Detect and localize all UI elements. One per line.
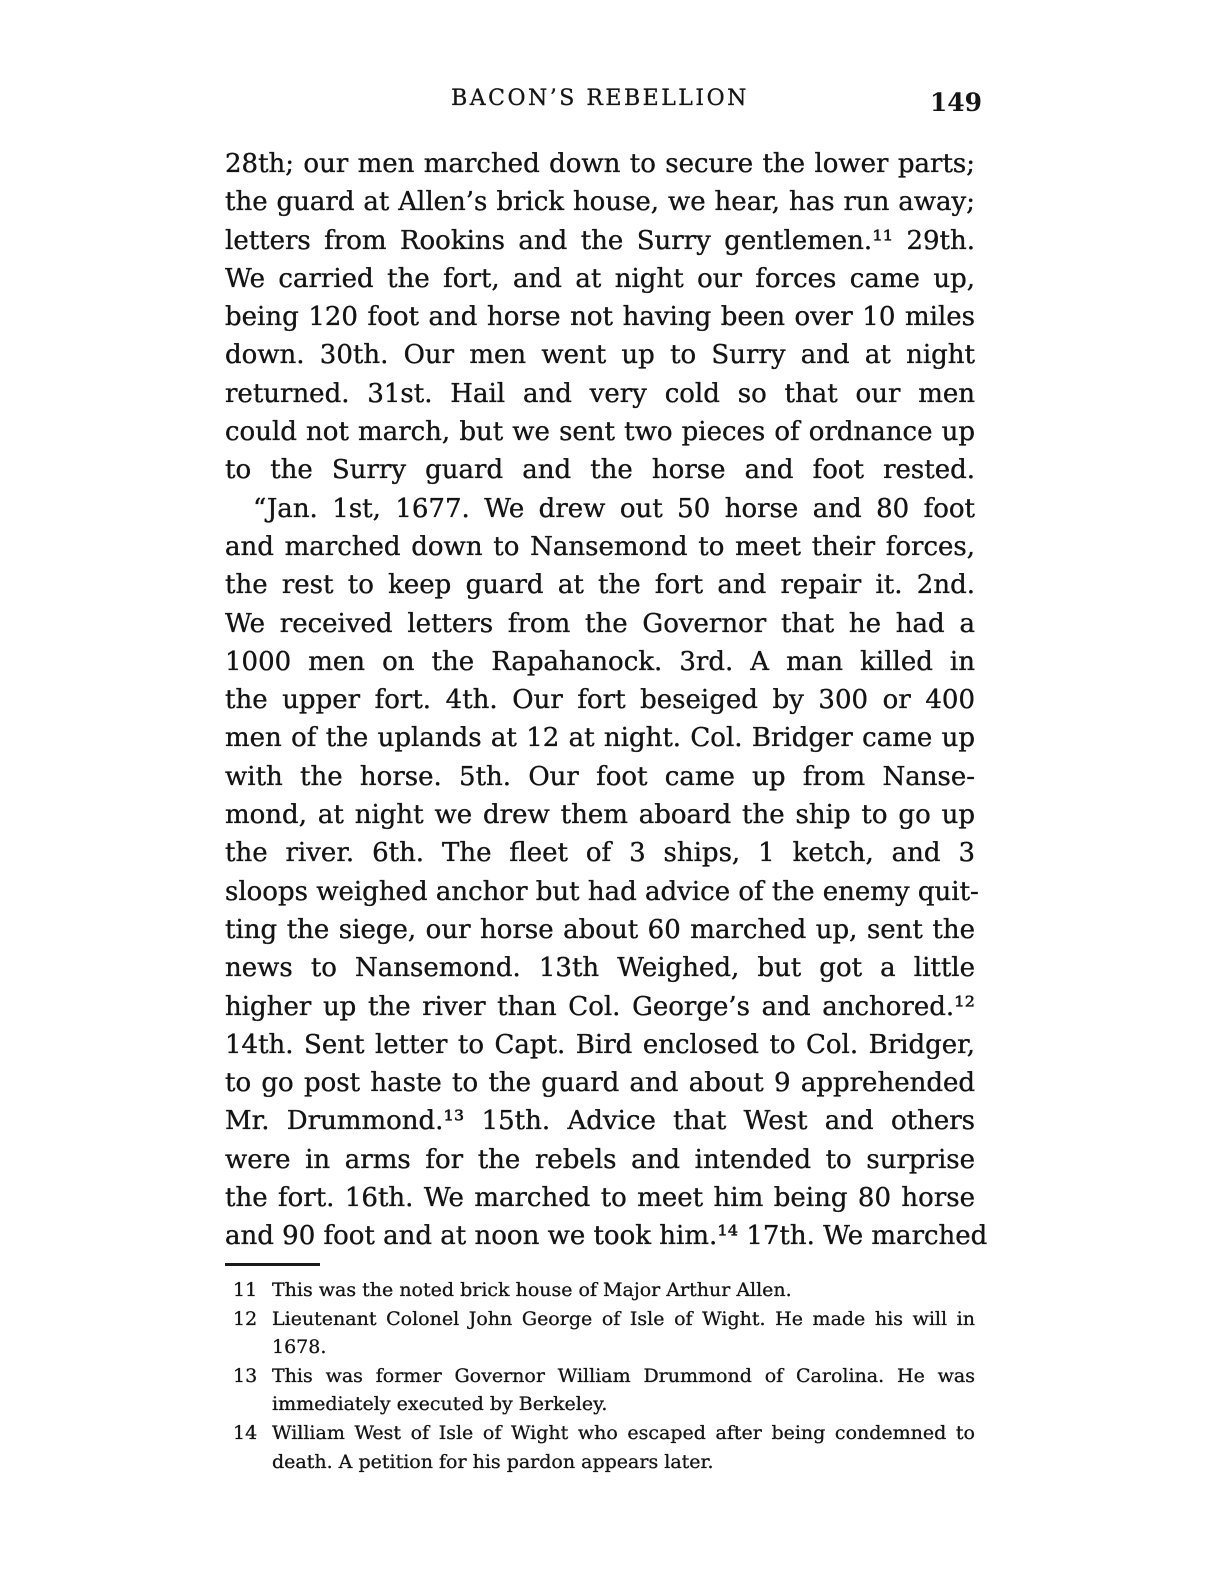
footnote-number: 13 <box>233 1364 258 1387</box>
body-line-paragraph-start: “Jan. 1st, 1677. We drew out 50 horse and 80 foot <box>253 493 975 524</box>
footnote-number: 11 <box>233 1279 258 1301</box>
footnote-text <box>272 1419 975 1476</box>
page-header-title: BACON’S REBELLION <box>451 86 749 111</box>
body-line: to the Surry guard and the horse and foot rested. <box>225 455 975 486</box>
body-line: the upper fort. 4th. Our fort beseiged by 300 or 400 <box>225 685 975 716</box>
body-line: were in arms for the rebels and intended to surprise <box>225 1144 975 1175</box>
footnote-row <box>225 1305 975 1362</box>
body-line: We received letters from the Governor that he had a <box>225 608 975 639</box>
body-line: letters from Rookins and the Surry gentlemen.¹¹ 29th. <box>225 225 975 256</box>
footnote-row <box>225 1419 975 1476</box>
footnote-line: This was the noted brick house of Major Arthur Allen. <box>272 1279 792 1301</box>
footnote-number: 14 <box>233 1421 258 1444</box>
body-line: news to Nansemond. 13th Weighed, but got a little <box>225 953 975 984</box>
footnote-number: 12 <box>233 1307 258 1330</box>
body-line: down. 30th. Our men went up to Surry and at night <box>225 340 975 371</box>
body-line: higher up the river than Col. George’s and anchored.¹² <box>225 991 975 1022</box>
footnote-text <box>272 1305 975 1362</box>
body-line: mond, at night we drew them aboard the ship to go up <box>225 800 975 831</box>
body-line: the river. 6th. The fleet of 3 ships, 1 ketch, and 3 <box>225 838 975 869</box>
body-text <box>225 145 988 1256</box>
body-line: We carried the fort, and at night our forces came up, <box>225 263 975 294</box>
footnote-line: William West of Isle of Wight who escaped after being condemned to <box>272 1421 975 1444</box>
body-line: being 120 foot and horse not having been over 10 miles <box>225 302 975 333</box>
body-line: Mr. Drummond.¹³ 15th. Advice that West and others <box>225 1106 975 1137</box>
body-line: 1000 men on the Rapahanock. 3rd. A man killed in <box>225 646 975 677</box>
body-line: the guard at Allen’s brick house, we hear, has run away; <box>225 187 975 218</box>
body-line: the rest to keep guard at the fort and repair it. 2nd. <box>225 570 975 601</box>
footnote-line: 1678. <box>272 1336 327 1359</box>
footnote-separator <box>225 1263 320 1266</box>
footnote-text <box>272 1362 975 1419</box>
footnote-text <box>272 1276 975 1305</box>
footnote-line: immediately executed by Berkeley. <box>272 1393 608 1416</box>
footnote-line: death. A petition for his pardon appears later. <box>272 1450 714 1473</box>
footnote-line: This was former Governor William Drummond of Carolina. He was <box>272 1364 975 1387</box>
footnote-row <box>225 1276 975 1305</box>
body-line: men of the uplands at 12 at night. Col. Bridger came up <box>225 723 975 754</box>
page-number: 149 <box>929 88 982 117</box>
body-line: and 90 foot and at noon we took him.¹⁴ 17th. We marched <box>225 1221 988 1252</box>
body-line: to go post haste to the guard and about 9 apprehended <box>225 1068 975 1099</box>
body-line: sloops weighed anchor but had advice of the enemy quit- <box>225 876 979 907</box>
body-line: 14th. Sent letter to Capt. Bird enclosed to Col. Bridger, <box>225 1029 975 1060</box>
body-line: 28th; our men marched down to secure the lower parts; <box>225 149 975 179</box>
footnote-line: Lieutenant Colonel John George of Isle of Wight. He made his will in <box>272 1307 975 1330</box>
body-line: could not march, but we sent two pieces of ordnance up <box>225 417 975 448</box>
footnote-row <box>225 1362 975 1419</box>
body-line: with the horse. 5th. Our foot came up from Nanse- <box>225 761 975 792</box>
footnotes-section <box>225 1276 975 1476</box>
body-line: and marched down to Nansemond to meet their forces, <box>225 531 975 562</box>
body-line: returned. 31st. Hail and very cold so that our men <box>225 378 975 409</box>
body-line: the fort. 16th. We marched to meet him being 80 horse <box>225 1183 975 1214</box>
body-line: ting the siege, our horse about 60 marched up, sent the <box>225 914 975 945</box>
